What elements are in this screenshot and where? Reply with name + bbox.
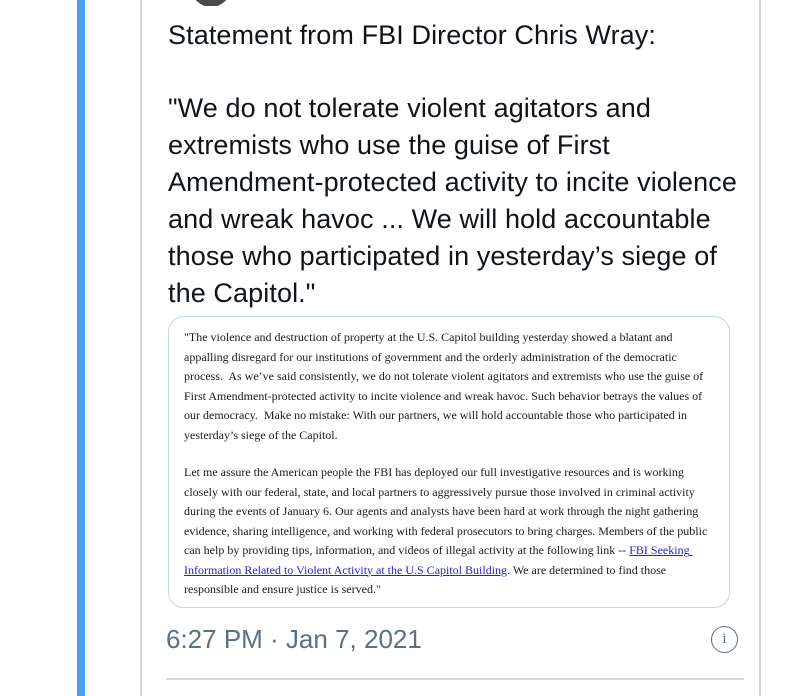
statement-paragraph-2-tail: . We are determined to find those responsible and ensure justice is served.": [184, 562, 670, 596]
tweet-timestamp[interactable]: 6:27 PM · Jan 7, 2021: [166, 624, 422, 654]
avatar[interactable]: [191, 0, 231, 6]
statement-image-card[interactable]: [168, 316, 730, 608]
bottom-divider: [166, 678, 744, 680]
avatar-circle: [191, 0, 231, 6]
content-left-border: [140, 0, 142, 696]
tweet-text-heading: Statement from FBI Director Chris Wray:: [168, 20, 657, 50]
info-icon[interactable]: [711, 626, 738, 653]
left-accent-bar: [77, 0, 85, 696]
content-right-border: [759, 0, 761, 696]
statement-paragraph-2-text: Let me assure the American people the FBI has deployed our full investigative resources and is working closely with our federal, state, and local partners to aggressively pursue those involved in criminal activity during the events of January 6. Our agents and analysts have been hard at work through the night gathering evidence, sharing intelligence, and working with federal prosecutors to bring charges. Members of the public can help by providing tips, information, and videos of illegal activity at the following link --: [184, 465, 711, 557]
tweet-text-quote: "We do not tolerate violent agitators and extremists who use the guise of First Amendment-protected activity to incite violence and wreak havoc ... We will hold accountable those who participated in yesterday’s siege of the Capitol.": [168, 93, 737, 308]
info-icon-glyph: i: [722, 631, 727, 647]
statement-paragraph-1: "The violence and destruction of property at the U.S. Capitol building yesterday showed a blatant and appalling disregard for our institutions of government and the orderly administration of the democratic process. As we’ve said consistently, we do not tolerate violent agitators and extremists who use the guise of First Amendment-protected activity to incite violence and wreak havoc. Such behavior betrays the values of our democracy. Make no mistake: With our partners, we will hold accountable those who participated in yesterday’s siege of the Capitol.: [184, 330, 707, 442]
fbi-tips-link[interactable]: FBI Seeking Information Related to Violent Activity at the U.S Capitol Building: [184, 543, 693, 577]
statement-paragraph-2: [184, 463, 714, 600]
